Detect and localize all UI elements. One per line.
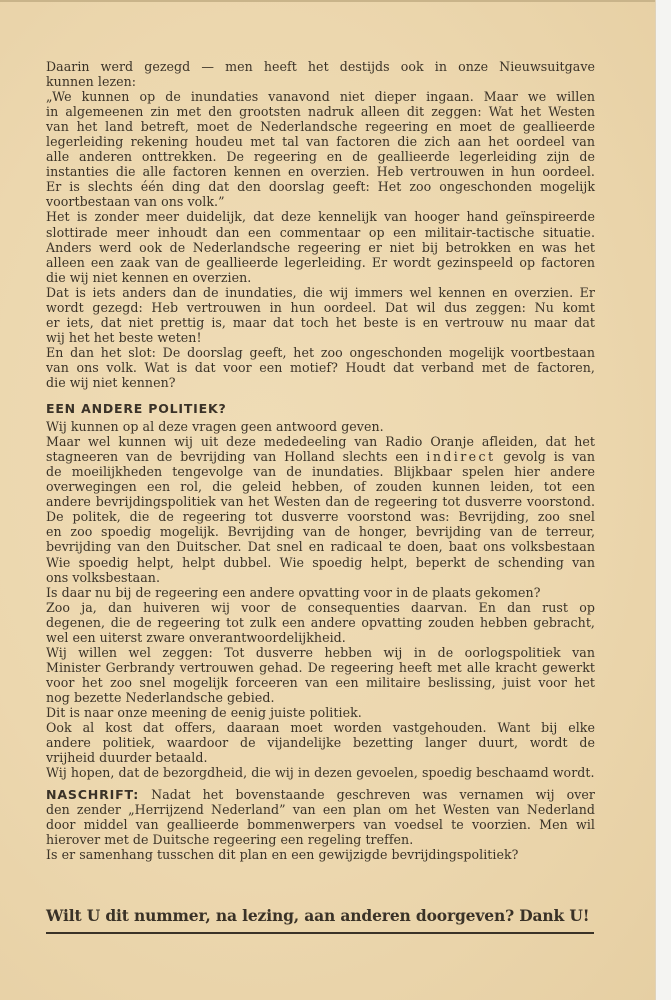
text-line: Zoo ja, dan huiveren wij voor de consequenties daarvan. En dan rust op [46,599,595,615]
text-fragment: Nadat het bovenstaande geschreven was vernamen wij over [151,787,595,803]
text-line: Maar wel kunnen wij uit deze mededeeling van Radio Oranje afleiden, dat het [46,434,595,450]
text-line: alleen een zaak van de geallieerde legerleiding. Er wordt gezinspeeld op factoren [46,254,595,270]
page-edge [0,0,655,2]
article-body [46,59,595,862]
text-line: degenen, die de regeering tot zulk een andere opvatting zouden hebben gebracht, [46,614,595,630]
emphasized-word: indirect [426,449,496,465]
postscript-label: NASCHRIFT: [46,787,140,803]
footer-appeal: Wilt U dit nummer, na lezing, aan anderen doorgeven? Dank U! [46,906,590,925]
quote-line: Er is slechts één ding dat den doorslag geeft: Het zoo ongeschonden mogelijk [46,179,595,195]
text-line: die wij niet kennen? [46,374,176,390]
text-line: nog bezette Nederlandsche gebied. [46,689,275,705]
text-line: kunnen lezen: [46,74,137,90]
section-heading: EEN ANDERE POLITIEK? [46,401,227,417]
text-line: andere politiek, waardoor de vijandelijke bezetting langer duurt, wordt de [46,735,595,751]
quote-line: alle anderen onttrekken. De regeering en de geallieerde legerleiding zijn de [46,149,595,165]
section-paragraphs [46,419,595,780]
text-line: ons volksbestaan. [46,569,160,585]
text-line: er iets, dat niet prettig is, maar dat toch het beste is en vertrouw nu maar dat [46,314,595,330]
text-line: Wij willen wel zeggen: Tot dusverre hebben wij in de oorlogspolitiek van [46,644,595,660]
text-line: Minister Gerbrandy vertrouwen gehad. De regeering heeft met alle kracht gewerkt [46,659,595,675]
text-line: de moeilijkheden tengevolge van de inundaties. Blijkbaar spelen hier andere [46,464,595,480]
text-line: wij het het beste weten! [46,329,202,345]
postscript-line: Is er samenhang tusschen dit plan en een gewijzigde bevrijdingspolitiek? [46,847,519,863]
postscript-line [46,787,595,802]
footer-rule [46,932,594,934]
text-line: Daarin werd gezegd — men heeft het destijds ook in onze Nieuwsuitgave [46,59,595,74]
quote-line: instanties die alle factoren kennen en overzien. Heb vertrouwen in hun oordeel. [46,164,595,180]
text-line: Is daar nu bij de regeering een andere opvatting voor in de plaats gekomen? [46,584,541,600]
text-line: wordt gezegd: Heb vertrouwen in hun oordeel. Dat wil dus zeggen: Nu komt [46,299,595,315]
postscript-line: den zender „Herrijzend Nederland” van een plan om het Westen van Nederland [46,802,595,818]
intro-paragraphs [46,59,595,390]
text-line: Wij kunnen op al deze vragen geen antwoord geven. [46,419,384,435]
text-line: Het is zonder meer duidelijk, dat deze kennelijk van hooger hand geïnspireerde [46,209,595,225]
text-line: bevrijding van den Duitscher. Dat snel en radicaal te doen, baat ons volksbestaan [46,539,595,555]
postscript [46,787,595,862]
text-line: Ook al kost dat offers, daaraan moet worden vastgehouden. Want bij elke [46,720,595,736]
text-fragment: stagneeren van de bevrijding van Holland slechts een [46,449,419,465]
text-line: van ons volk. Wat is dat voor een motief? Houdt dat verband met de factoren, [46,359,595,375]
text-line: andere bevrijdingspolitiek van het Westen dan de regeering tot dusverre voorstond. [46,494,595,510]
text-line: vrijheid duurder betaald. [46,750,208,766]
text-line: De politek, die de regeering tot dusverre voorstond was: Bevrijding, zoo snel [46,509,595,525]
spacer [46,780,595,787]
quote-line: in algemeenen zin met den grootsten nadruk alleen dit zeggen: Wat het Westen [46,104,595,120]
text-line: Wie spoedig helpt, helpt dubbel. Wie spoedig helpt, beperkt de schending van [46,554,595,570]
quote-line: voortbestaan van ons volk.” [46,194,225,210]
postscript-line: hierover met de Duitsche regeering een regeling treffen. [46,832,414,848]
text-line: en zoo spoedig mogelijk. Bevrijding van de honger, bevrijding van de terreur, [46,524,595,540]
quote-line: „We kunnen op de inundaties vanavond niet dieper ingaan. Maar we willen [46,89,595,105]
text-line: Dit is naar onze meening de eenig juiste politiek. [46,704,362,720]
text-line: Dat is iets anders dan de inundaties, die wij immers wel kennen en overzien. Er [46,284,595,300]
text-line: die wij niet kennen en overzien. [46,269,252,285]
text-line: Wij hopen, dat de bezorgdheid, die wij in dezen gevoelen, spoedig beschaamd wordt. [46,765,595,781]
text-line: Anders werd ook de Nederlandsche regeering er niet bij betrokken en was het [46,239,595,255]
postscript-line: door middel van geallieerde bommenwerpers van voedsel te voorzien. Men wil [46,817,595,833]
text-line: En dan het slot: De doorslag geeft, het zoo ongeschonden mogelijk voortbestaan [46,344,595,360]
text-line: voor het zoo snel mogelijk forceeren van een militaire beslissing, juist voor het [46,674,595,690]
text-line [46,449,595,464]
quote-line: legerleiding rekening houdeu met tal van factoren die zich aan het oordeel van [46,134,595,150]
quote-line: van het land betreft, moet de Nederlandsche regeering en moet de geallieerde [46,119,595,135]
text-line: slottirade meer inhoudt dan een commentaar op een militair-tactische situatie. [46,224,595,240]
text-fragment: gevolg is van [503,449,596,465]
text-line: wel een uiterst zware onverantwoordelijkheid. [46,629,346,645]
text-line: overwegingen een rol, die geleid hebben, of zouden kunnen leiden, tot een [46,479,595,495]
